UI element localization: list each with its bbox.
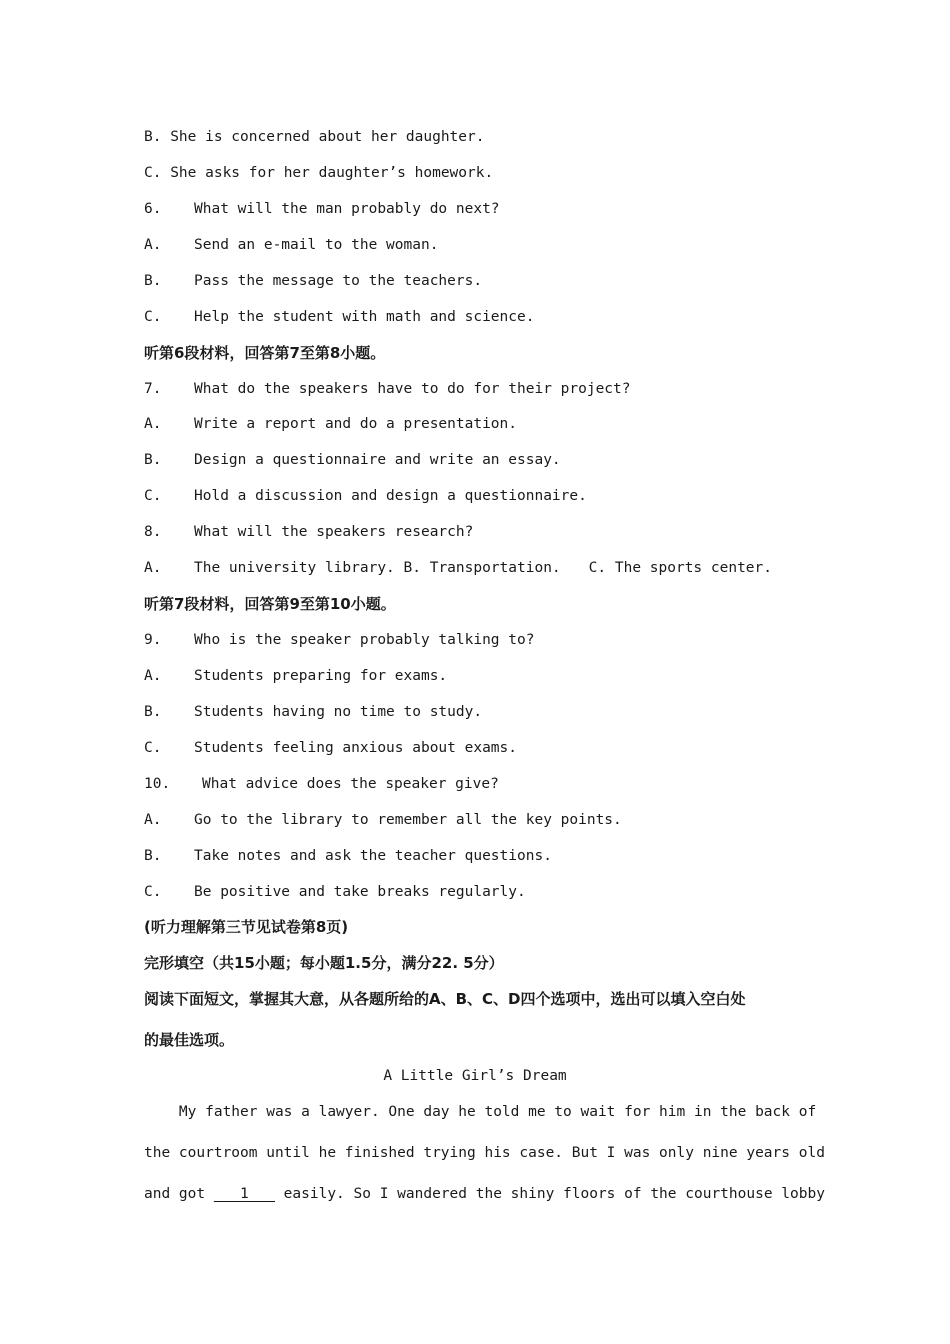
q10-option-c-text: Be positive and take breaks regularly. [194, 884, 526, 900]
q7-option-b-label: B. [144, 452, 162, 468]
section-6-heading: 听第6段材料，回答第7至第8小题。 [144, 344, 386, 362]
q5-option-b-label: B. [144, 129, 162, 145]
q9-option-b-text: Students having no time to study. [194, 704, 483, 720]
q9-option-c [144, 738, 517, 758]
q10-question [144, 774, 499, 794]
q10-option-b-label: B. [144, 848, 162, 864]
q10-option-c-label: C. [144, 884, 162, 900]
q9-option-a-label: A. [144, 668, 162, 684]
q6-option-c-text: Help the student with math and science. [194, 309, 535, 325]
q10-question-text: What advice does the speaker give? [202, 776, 499, 792]
q8-option-a-label: A. [144, 560, 162, 576]
q5-option-b-text: She is concerned about her daughter. [170, 129, 485, 145]
q6-option-a-label: A. [144, 237, 162, 253]
listening-note: (听力理解第三节见试卷第8页) [144, 918, 349, 936]
q10-option-a [144, 810, 622, 830]
q7-question-text: What do the speakers have to do for their project? [194, 381, 631, 397]
q7-question [144, 379, 631, 399]
q9-option-a [144, 666, 447, 686]
q6-question-text: What will the man probably do next? [194, 201, 500, 217]
q6-option-a-text: Send an e-mail to the woman. [194, 237, 439, 253]
cloze-instruction-line-1: 阅读下面短文，掌握其大意，从各题所给的A、B、C、D四个选项中，选出可以填入空白处 [144, 990, 746, 1008]
q7-option-c [144, 486, 587, 506]
q7-number: 7. [144, 381, 162, 397]
q6-option-c [144, 307, 534, 327]
passage-line-3-before: and got [144, 1186, 214, 1202]
q5-option-c-label: C. [144, 165, 162, 181]
q9-option-c-text: Students feeling anxious about exams. [194, 740, 518, 756]
q9-question [144, 630, 534, 650]
q8-options [144, 558, 772, 578]
q5-option-c [144, 163, 493, 183]
q9-option-b-label: B. [144, 704, 162, 720]
q6-number: 6. [144, 201, 162, 217]
q7-option-b [144, 450, 561, 470]
cloze-instruction-line-2: 的最佳选项。 [144, 1031, 235, 1049]
q8-question-text: What will the speakers research? [194, 524, 474, 540]
q7-option-b-text: Design a questionnaire and write an essay. [194, 452, 561, 468]
q7-option-a-text: Write a report and do a presentation. [194, 416, 518, 432]
q9-number: 9. [144, 632, 162, 648]
q8-question [144, 522, 473, 542]
q6-option-a [144, 235, 438, 255]
q10-option-b [144, 846, 552, 866]
cloze-heading: 完形填空（共15小题；每小题1.5分，满分22. 5分） [144, 954, 504, 972]
q6-option-c-label: C. [144, 309, 162, 325]
q8-number: 8. [144, 524, 162, 540]
passage-line-1: My father was a lawyer. One day he told me to wait for him in the back of [144, 1104, 817, 1120]
q7-option-c-text: Hold a discussion and design a questionnaire. [194, 488, 587, 504]
q8-option-b-text: B. Transportation. [403, 560, 561, 576]
q8-option-a-text: The university library. [194, 560, 395, 576]
passage-line-3 [144, 1184, 825, 1204]
blank-1: ___1___ [213, 1186, 275, 1202]
q6-option-b-label: B. [144, 273, 162, 289]
q8-option-c-text: C. The sports center. [588, 560, 772, 576]
q5-option-b [144, 127, 484, 147]
q9-question-text: Who is the speaker probably talking to? [194, 632, 535, 648]
passage-line-3-after: easily. So I wandered the shiny floors of the courthouse lobby [274, 1186, 825, 1202]
q9-option-b [144, 702, 482, 722]
q9-option-c-label: C. [144, 740, 162, 756]
q10-number: 10. [144, 776, 171, 792]
q10-option-a-label: A. [144, 812, 162, 828]
section-7-heading: 听第7段材料，回答第9至第10小题。 [144, 595, 396, 613]
q6-option-b-text: Pass the message to the teachers. [194, 273, 483, 289]
passage-line-2: the courtroom until he finished trying his case. But I was only nine years old [144, 1145, 825, 1161]
q10-option-c [144, 882, 526, 902]
q6-option-b [144, 271, 482, 291]
q7-option-a-label: A. [144, 416, 162, 432]
q7-option-a [144, 414, 517, 434]
q10-option-b-text: Take notes and ask the teacher questions. [194, 848, 552, 864]
q6-question [144, 199, 500, 219]
passage-title: A Little Girl’s Dream [383, 1068, 567, 1084]
q9-option-a-text: Students preparing for exams. [194, 668, 448, 684]
q5-option-c-text: She asks for her daughter’s homework. [170, 165, 494, 181]
q10-option-a-text: Go to the library to remember all the key points. [194, 812, 622, 828]
q7-option-c-label: C. [144, 488, 162, 504]
